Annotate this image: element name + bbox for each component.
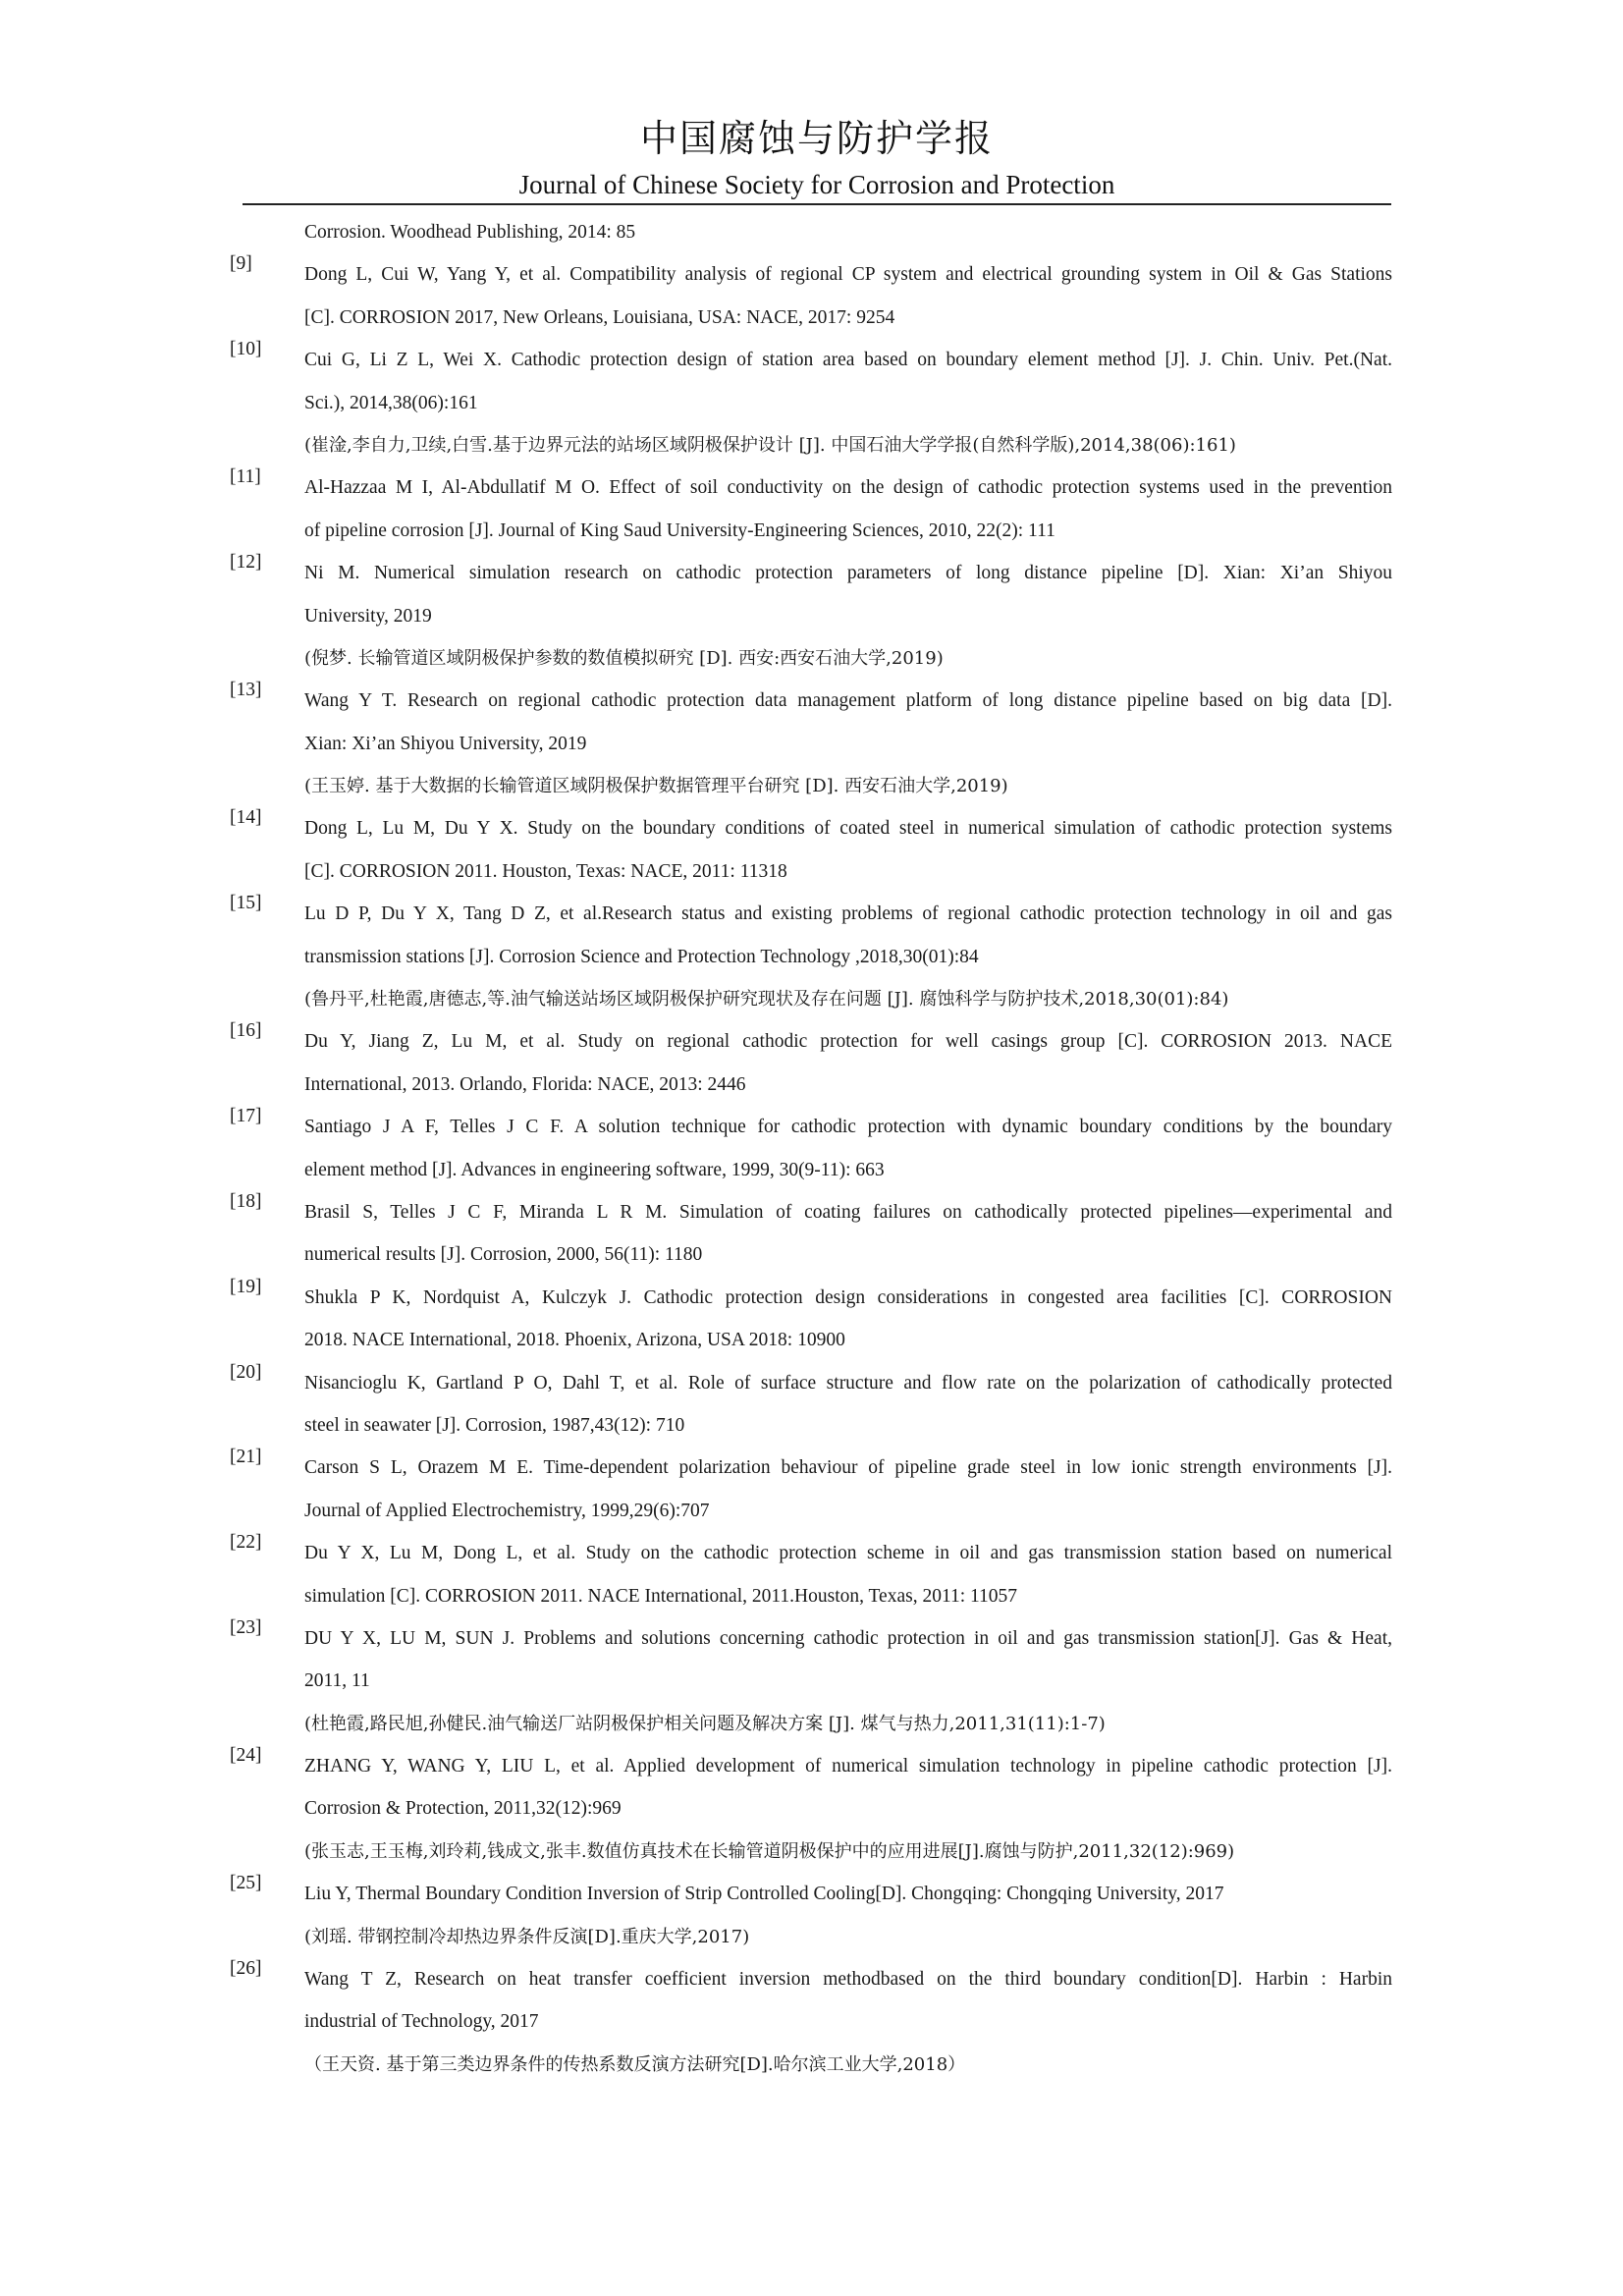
reference-item xyxy=(226,1106,1392,1191)
reference-list xyxy=(226,211,1392,2086)
reference-line: steel in seawater [J]. Corrosion, 1987,43(12): 710 xyxy=(304,1414,685,1436)
reference-line: of pipeline corrosion [J]. Journal of King Saud University-Engineering Sciences, 2010, 22(2): 111 xyxy=(304,519,1055,541)
reference-number: [19] xyxy=(230,1276,262,1297)
reference-chinese-line: (崔淦,李自力,卫续,白雪.基于边界元法的站场区域阴极保护设计 [J]. 中国石油大学学报(自然科学版),2014,38(06):161) xyxy=(304,434,1236,456)
reference-line: DU Y X, LU M, SUN J. Problems and solutions concerning cathodic protection in oil and gas transmission station[J]. Gas & Heat, xyxy=(304,1627,1392,1649)
reference-number: [23] xyxy=(230,1616,262,1638)
reference-line: [C]. CORROSION 2011. Houston, Texas: NACE, 2011: 11318 xyxy=(304,860,787,882)
reference-item xyxy=(226,339,1392,466)
reference-line: industrial of Technology, 2017 xyxy=(304,2011,539,2033)
reference-line: Du Y, Jiang Z, Lu M, et al. Study on regional cathodic protection for well casings group [C]. CORROSION 2013. NACE xyxy=(304,1031,1392,1053)
reference-number: [11] xyxy=(230,466,261,488)
reference-item xyxy=(226,680,1392,807)
reference-number: [25] xyxy=(230,1873,262,1894)
reference-number: [16] xyxy=(230,1020,262,1042)
reference-line: Du Y X, Lu M, Dong L, et al. Study on the cathodic protection scheme in oil and gas transmission station based on numerical xyxy=(304,1543,1392,1564)
reference-line: Sci.), 2014,38(06):161 xyxy=(304,392,478,413)
reference-number: [24] xyxy=(230,1745,262,1767)
reference-line: [C]. CORROSION 2017, New Orleans, Louisiana, USA: NACE, 2017: 9254 xyxy=(304,306,895,328)
reference-chinese-line: (杜艳霞,路民旭,孙健民.油气输送厂站阴极保护相关问题及解决方案 [J]. 煤气与热力,2011,31(11):1-7) xyxy=(304,1713,1106,1734)
reference-line: Ni M. Numerical simulation research on cathodic protection parameters of long distance pipeline [D]. Xian: Xi’an Shiyou xyxy=(304,563,1392,584)
reference-chinese-line: （王天资. 基于第三类边界条件的传热系数反演方法研究[D].哈尔滨工业大学,2018） xyxy=(304,2053,966,2075)
reference-line: transmission stations [J]. Corrosion Science and Protection Technology ,2018,30(01):84 xyxy=(304,946,979,967)
header-rule xyxy=(243,203,1391,205)
reference-item xyxy=(226,1532,1392,1617)
reference-number: [21] xyxy=(230,1447,262,1468)
reference-item xyxy=(226,1958,1392,2086)
reference-line: numerical results [J]. Corrosion, 2000, 56(11): 1180 xyxy=(304,1244,703,1266)
reference-continuation xyxy=(226,211,1392,253)
reference-item xyxy=(226,1617,1392,1745)
reference-number: [20] xyxy=(230,1361,262,1383)
reference-line: International, 2013. Orlando, Florida: NACE, 2013: 2446 xyxy=(304,1073,746,1095)
reference-item xyxy=(226,807,1392,893)
reference-line: Nisancioglu K, Gartland P O, Dahl T, et al. Role of surface structure and flow rate on the polarization of cathodically protected xyxy=(304,1372,1392,1394)
reference-line: Wang Y T. Research on regional cathodic protection data management platform of long distance pipeline based on big data [D]. xyxy=(304,690,1392,712)
reference-line: Cui G, Li Z L, Wei X. Cathodic protection design of station area based on boundary element method [J]. J. Chin. Univ. Pet.(Nat. xyxy=(304,350,1392,371)
reference-chinese-line: (倪梦. 长输管道区域阴极保护参数的数值模拟研究 [D]. 西安:西安石油大学,2019) xyxy=(304,647,944,669)
reference-line: Corrosion. Woodhead Publishing, 2014: 85 xyxy=(304,222,636,243)
reference-chinese-line: (刘瑶. 带钢控制冷却热边界条件反演[D].重庆大学,2017) xyxy=(304,1926,750,1947)
journal-title-en: Journal of Chinese Society for Corrosion and Protection xyxy=(518,170,1115,199)
reference-item xyxy=(226,1191,1392,1277)
reference-line: Xian: Xi’an Shiyou University, 2019 xyxy=(304,733,587,754)
reference-line: Brasil S, Telles J C F, Miranda L R M. Simulation of coating failures on cathodically protected pipelines—experimental and xyxy=(304,1201,1392,1223)
reference-number: [26] xyxy=(230,1958,262,1980)
reference-number: [14] xyxy=(230,807,262,829)
reference-line: Carson S L, Orazem M E. Time-dependent polarization behaviour of pipeline grade steel in low ionic strength environments [J]. xyxy=(304,1457,1392,1479)
reference-number: [17] xyxy=(230,1106,262,1127)
reference-line: Corrosion & Protection, 2011,32(12):969 xyxy=(304,1798,622,1820)
reference-chinese-line: (鲁丹平,杜艳霞,唐德志,等.油气输送站场区域阴极保护研究现状及存在问题 [J]. 腐蚀科学与防护技术,2018,30(01):84) xyxy=(304,989,1229,1011)
reference-number: [18] xyxy=(230,1190,262,1212)
reference-item xyxy=(226,253,1392,339)
reference-line: Wang T Z, Research on heat transfer coefficient inversion methodbased on the third boundary condition[D]. Harbin : Harbin xyxy=(304,1969,1392,1991)
journal-header xyxy=(243,116,1391,202)
reference-line: Shukla P K, Nordquist A, Kulczyk J. Cathodic protection design considerations in congested area facilities [C]. CORROSION xyxy=(304,1286,1392,1308)
journal-title-cn: 中国腐蚀与防护学报 xyxy=(639,119,994,160)
reference-line: 2011, 11 xyxy=(304,1670,370,1692)
reference-line: University, 2019 xyxy=(304,605,432,627)
reference-number: [10] xyxy=(230,339,262,360)
reference-number: [9] xyxy=(230,253,252,275)
reference-item xyxy=(226,466,1392,552)
reference-line: Journal of Applied Electrochemistry, 1999,29(6):707 xyxy=(304,1500,710,1521)
reference-line: Liu Y, Thermal Boundary Condition Inversion of Strip Controlled Cooling[D]. Chongqing: Chongqing University, 2017 xyxy=(304,1884,1224,1905)
reference-line: 2018. NACE International, 2018. Phoenix, Arizona, USA 2018: 10900 xyxy=(304,1330,845,1351)
reference-line: Dong L, Cui W, Yang Y, et al. Compatibility analysis of regional CP system and electrical grounding system in Oil & Gas Stations xyxy=(304,264,1392,286)
reference-number: [13] xyxy=(230,680,262,701)
reference-line: simulation [C]. CORROSION 2011. NACE International, 2011.Houston, Texas, 2011: 11057 xyxy=(304,1585,1018,1607)
reference-line: element method [J]. Advances in engineering software, 1999, 30(9-11): 663 xyxy=(304,1159,885,1180)
reference-line: Santiago J A F, Telles J C F. A solution technique for cathodic protection with dynamic boundary conditions by the boundary xyxy=(304,1117,1392,1138)
reference-item xyxy=(226,1873,1392,1958)
reference-chinese-line: (张玉志,王玉梅,刘玲莉,钱成文,张丰.数值仿真技术在长输管道阴极保护中的应用进展[J].腐蚀与防护,2011,32(12):969) xyxy=(304,1840,1235,1862)
reference-item xyxy=(226,1745,1392,1873)
reference-number: [12] xyxy=(230,552,262,574)
reference-line: Dong L, Lu M, Du Y X. Study on the boundary conditions of coated steel in numerical simulation of cathodic protection systems xyxy=(304,818,1392,840)
reference-number: [22] xyxy=(230,1532,262,1554)
reference-item xyxy=(226,893,1392,1020)
reference-item xyxy=(226,1020,1392,1106)
reference-item xyxy=(226,1277,1392,1362)
reference-line: Al-Hazzaa M I, Al-Abdullatif M O. Effect of soil conductivity on the design of cathodic protection systems used in the prevention xyxy=(304,477,1392,499)
reference-item xyxy=(226,552,1392,680)
reference-line: ZHANG Y, WANG Y, LIU L, et al. Applied development of numerical simulation technology in pipeline cathodic protection [J]. xyxy=(304,1756,1392,1777)
reference-item xyxy=(226,1362,1392,1448)
reference-line: Lu D P, Du Y X, Tang D Z, et al.Research status and existing problems of regional cathodic protection technology in oil and gas xyxy=(304,903,1392,925)
reference-item xyxy=(226,1447,1392,1532)
reference-number: [15] xyxy=(230,893,262,914)
reference-chinese-line: (王玉婷. 基于大数据的长输管道区域阴极保护数据管理平台研究 [D]. 西安石油大学,2019) xyxy=(304,776,1008,797)
